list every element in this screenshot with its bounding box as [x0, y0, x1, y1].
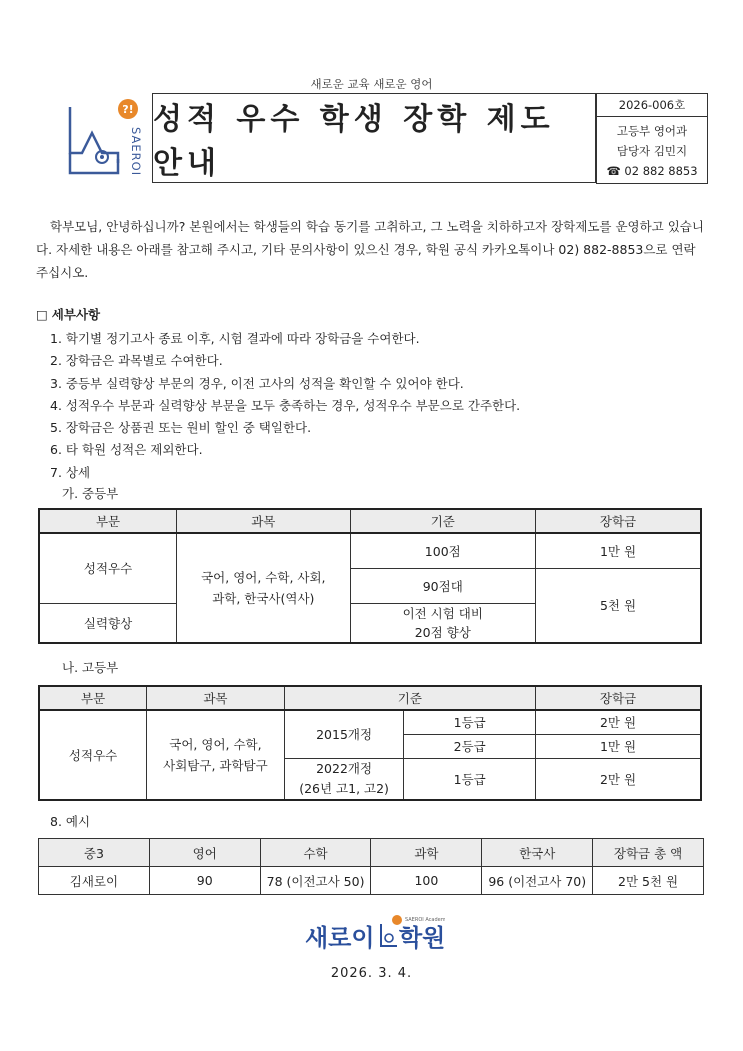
header-cell: 한국사	[482, 839, 593, 867]
header-cell: 부문	[39, 686, 147, 710]
subjects-line: 사회탐구, 과학탐구	[163, 758, 268, 773]
example-caption: 8. 예시	[50, 814, 91, 829]
table-cell: 100	[371, 867, 482, 895]
amount-cell: 2만 원	[536, 710, 702, 734]
revision-line: 2022개정	[316, 760, 373, 776]
header-cell: 장학금 총 액	[593, 839, 704, 867]
list-item: 2. 장학금은 과목별로 수여한다.	[50, 353, 223, 369]
list-item: 7. 상세	[50, 464, 91, 480]
category-cell: 성적우수	[39, 533, 177, 603]
brand-name: 새로이	[305, 924, 375, 952]
header-cell: 장학금	[536, 686, 702, 710]
document-date: 2026. 3. 4.	[330, 966, 413, 981]
details-heading-text: 세부사항	[51, 307, 101, 322]
academy-logo	[305, 912, 445, 954]
manager: 담당자 김민지	[616, 144, 688, 158]
subjects-cell	[177, 533, 350, 643]
details-heading	[36, 305, 100, 323]
revision-cell: 2015개정	[284, 710, 404, 758]
amount-cell: 1만 원	[536, 734, 702, 758]
criteria-cell	[350, 603, 535, 643]
table-cell: 2만 5천 원	[593, 867, 704, 895]
logo-badge: ?!	[122, 103, 134, 116]
table-cell: 96 (이전고사 70)	[482, 867, 593, 895]
department: 고등부 영어과	[616, 124, 688, 138]
header-cell: 과목	[147, 686, 285, 710]
header-cell: 중3	[39, 839, 150, 867]
header-cell: 과학	[371, 839, 482, 867]
header-cell: 기준	[284, 686, 535, 710]
category-cell: 실력향상	[39, 603, 177, 643]
phone-number: ☎ 02 882 8853	[606, 164, 698, 178]
amount-cell: 1만 원	[536, 533, 702, 568]
slogan: 새로운 교육 새로운 영어	[310, 77, 433, 91]
list-item: 3. 중등부 실력향상 부문의 경우, 이전 고사의 성적을 확인할 수 있어야 한다.	[50, 375, 464, 391]
category-cell: 성적우수	[39, 710, 147, 800]
doc-number: 2026-006호	[597, 94, 707, 117]
list-item: 5. 장학금은 상품권 또는 원비 할인 중 택일한다.	[50, 420, 312, 436]
criteria-line: 20점 향상	[414, 624, 471, 640]
subjects-line: 국어, 영어, 수학,	[169, 737, 262, 752]
page-title: 성적 우수 학생 장학 제도 안내	[153, 102, 555, 181]
criteria-line: 이전 시험 대비	[402, 605, 483, 621]
title-box	[152, 93, 596, 183]
brand-small-text: SAEROI Academy	[405, 917, 445, 923]
checkbox-square-icon: □	[36, 307, 48, 322]
revision-line: (26년 고1, 고2)	[299, 780, 389, 796]
header-cell: 과목	[177, 509, 350, 533]
subjects-line: 과학, 한국사(역사)	[212, 591, 315, 606]
criteria-cell: 90점대	[350, 568, 535, 603]
table-cell: 90	[149, 867, 260, 895]
high-caption: 나. 고등부	[62, 660, 119, 675]
list-item: 6. 타 학원 성적은 제외한다.	[50, 442, 203, 458]
intro-paragraph: 학부모님, 안녕하십니까? 본원에서는 학생들의 학습 동기를 고취하고, 그 노력을 치하하고자 장학제도를 운영하고 있습니다. 자세한 내용은 아래를 참고해 주시고, 기타 문의사항이 있으신 경우, 학원 공식 카카오톡이나 02) 882-8853으로 연락 주십시오.	[36, 219, 704, 280]
table-row	[39, 867, 704, 895]
middle-table	[38, 508, 702, 644]
header-cell: 영어	[149, 839, 260, 867]
subjects-line: 국어, 영어, 수학, 사회,	[201, 570, 326, 585]
header-cell: 장학금	[536, 509, 702, 533]
table-cell: 김새로이	[39, 867, 150, 895]
high-table	[38, 685, 702, 801]
list-item: 4. 성적우수 부문과 실력향상 부문을 모두 충족하는 경우, 성적우수 부문으로 간주한다.	[50, 397, 521, 413]
logo-text: SAEROI	[129, 127, 143, 177]
header-cell: 기준	[350, 509, 535, 533]
info-box	[596, 93, 708, 184]
grade-cell: 1등급	[404, 758, 536, 800]
brand-suffix: 학원	[399, 924, 445, 952]
example-table	[38, 838, 704, 895]
list-item: 1. 학기별 정기고사 종료 이후, 시험 결과에 따라 장학금을 수여한다.	[50, 331, 420, 346]
header-cell: 부문	[39, 509, 177, 533]
saeroi-logo	[58, 93, 152, 185]
header-cell: 수학	[260, 839, 371, 867]
details-list	[50, 328, 520, 484]
amount-cell: 5천 원	[536, 568, 702, 643]
amount-cell: 2만 원	[536, 758, 702, 800]
subjects-cell	[147, 710, 285, 800]
middle-caption: 가. 중등부	[62, 486, 119, 501]
criteria-cell: 100점	[350, 533, 535, 568]
grade-cell: 1등급	[404, 710, 536, 734]
revision-cell	[284, 758, 404, 800]
table-cell: 78 (이전고사 50)	[260, 867, 371, 895]
grade-cell: 2등급	[404, 734, 536, 758]
